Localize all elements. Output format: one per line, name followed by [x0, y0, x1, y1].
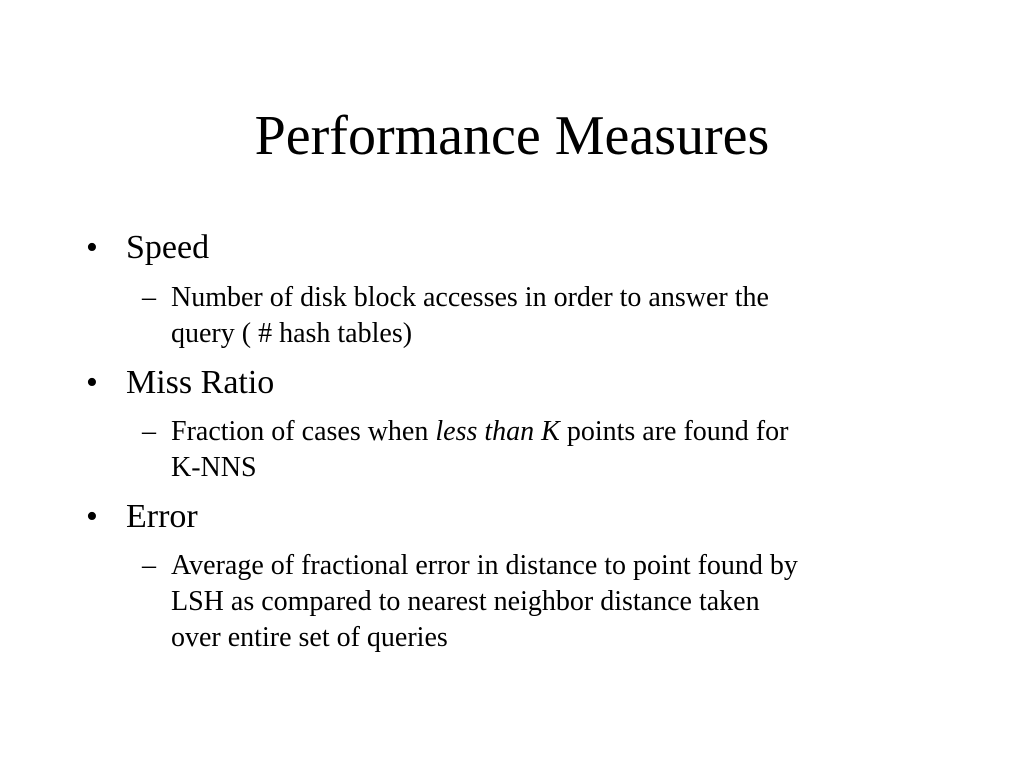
bullet-label: Error: [126, 498, 198, 535]
bullet-label: Speed: [126, 229, 210, 266]
sub-bullet-marker: –: [142, 550, 156, 581]
slide-title: Performance Measures: [254, 105, 770, 167]
bullet-marker: •: [86, 364, 98, 401]
bullet-marker: •: [86, 229, 98, 266]
emphasis-text: less than K: [435, 416, 560, 447]
sub-bullet-text: [171, 280, 961, 352]
sub-bullet-text-segment: points are found for: [559, 416, 789, 447]
bullet-marker: •: [86, 498, 98, 535]
bullet-label: Miss Ratio: [126, 364, 275, 401]
sub-bullet-line: query ( # hash tables): [171, 318, 413, 349]
sub-bullet-text-segment: Fraction of cases when: [171, 416, 436, 447]
sub-bullet-line: LSH as compared to nearest neighbor distance taken: [171, 586, 760, 617]
sub-bullet-line: K-NNS: [171, 452, 257, 483]
sub-bullet-text: [171, 414, 961, 486]
sub-bullet-line: over entire set of queries: [171, 622, 448, 653]
sub-bullet-marker: –: [142, 282, 156, 313]
sub-bullet-marker: –: [142, 416, 156, 447]
sub-bullet-line: Number of disk block accesses in order to answer the: [171, 282, 769, 313]
sub-bullet-line: Average of fractional error in distance to point found by: [171, 550, 798, 581]
sub-bullet-text: [171, 548, 961, 656]
sub-bullet-line: [171, 414, 961, 450]
